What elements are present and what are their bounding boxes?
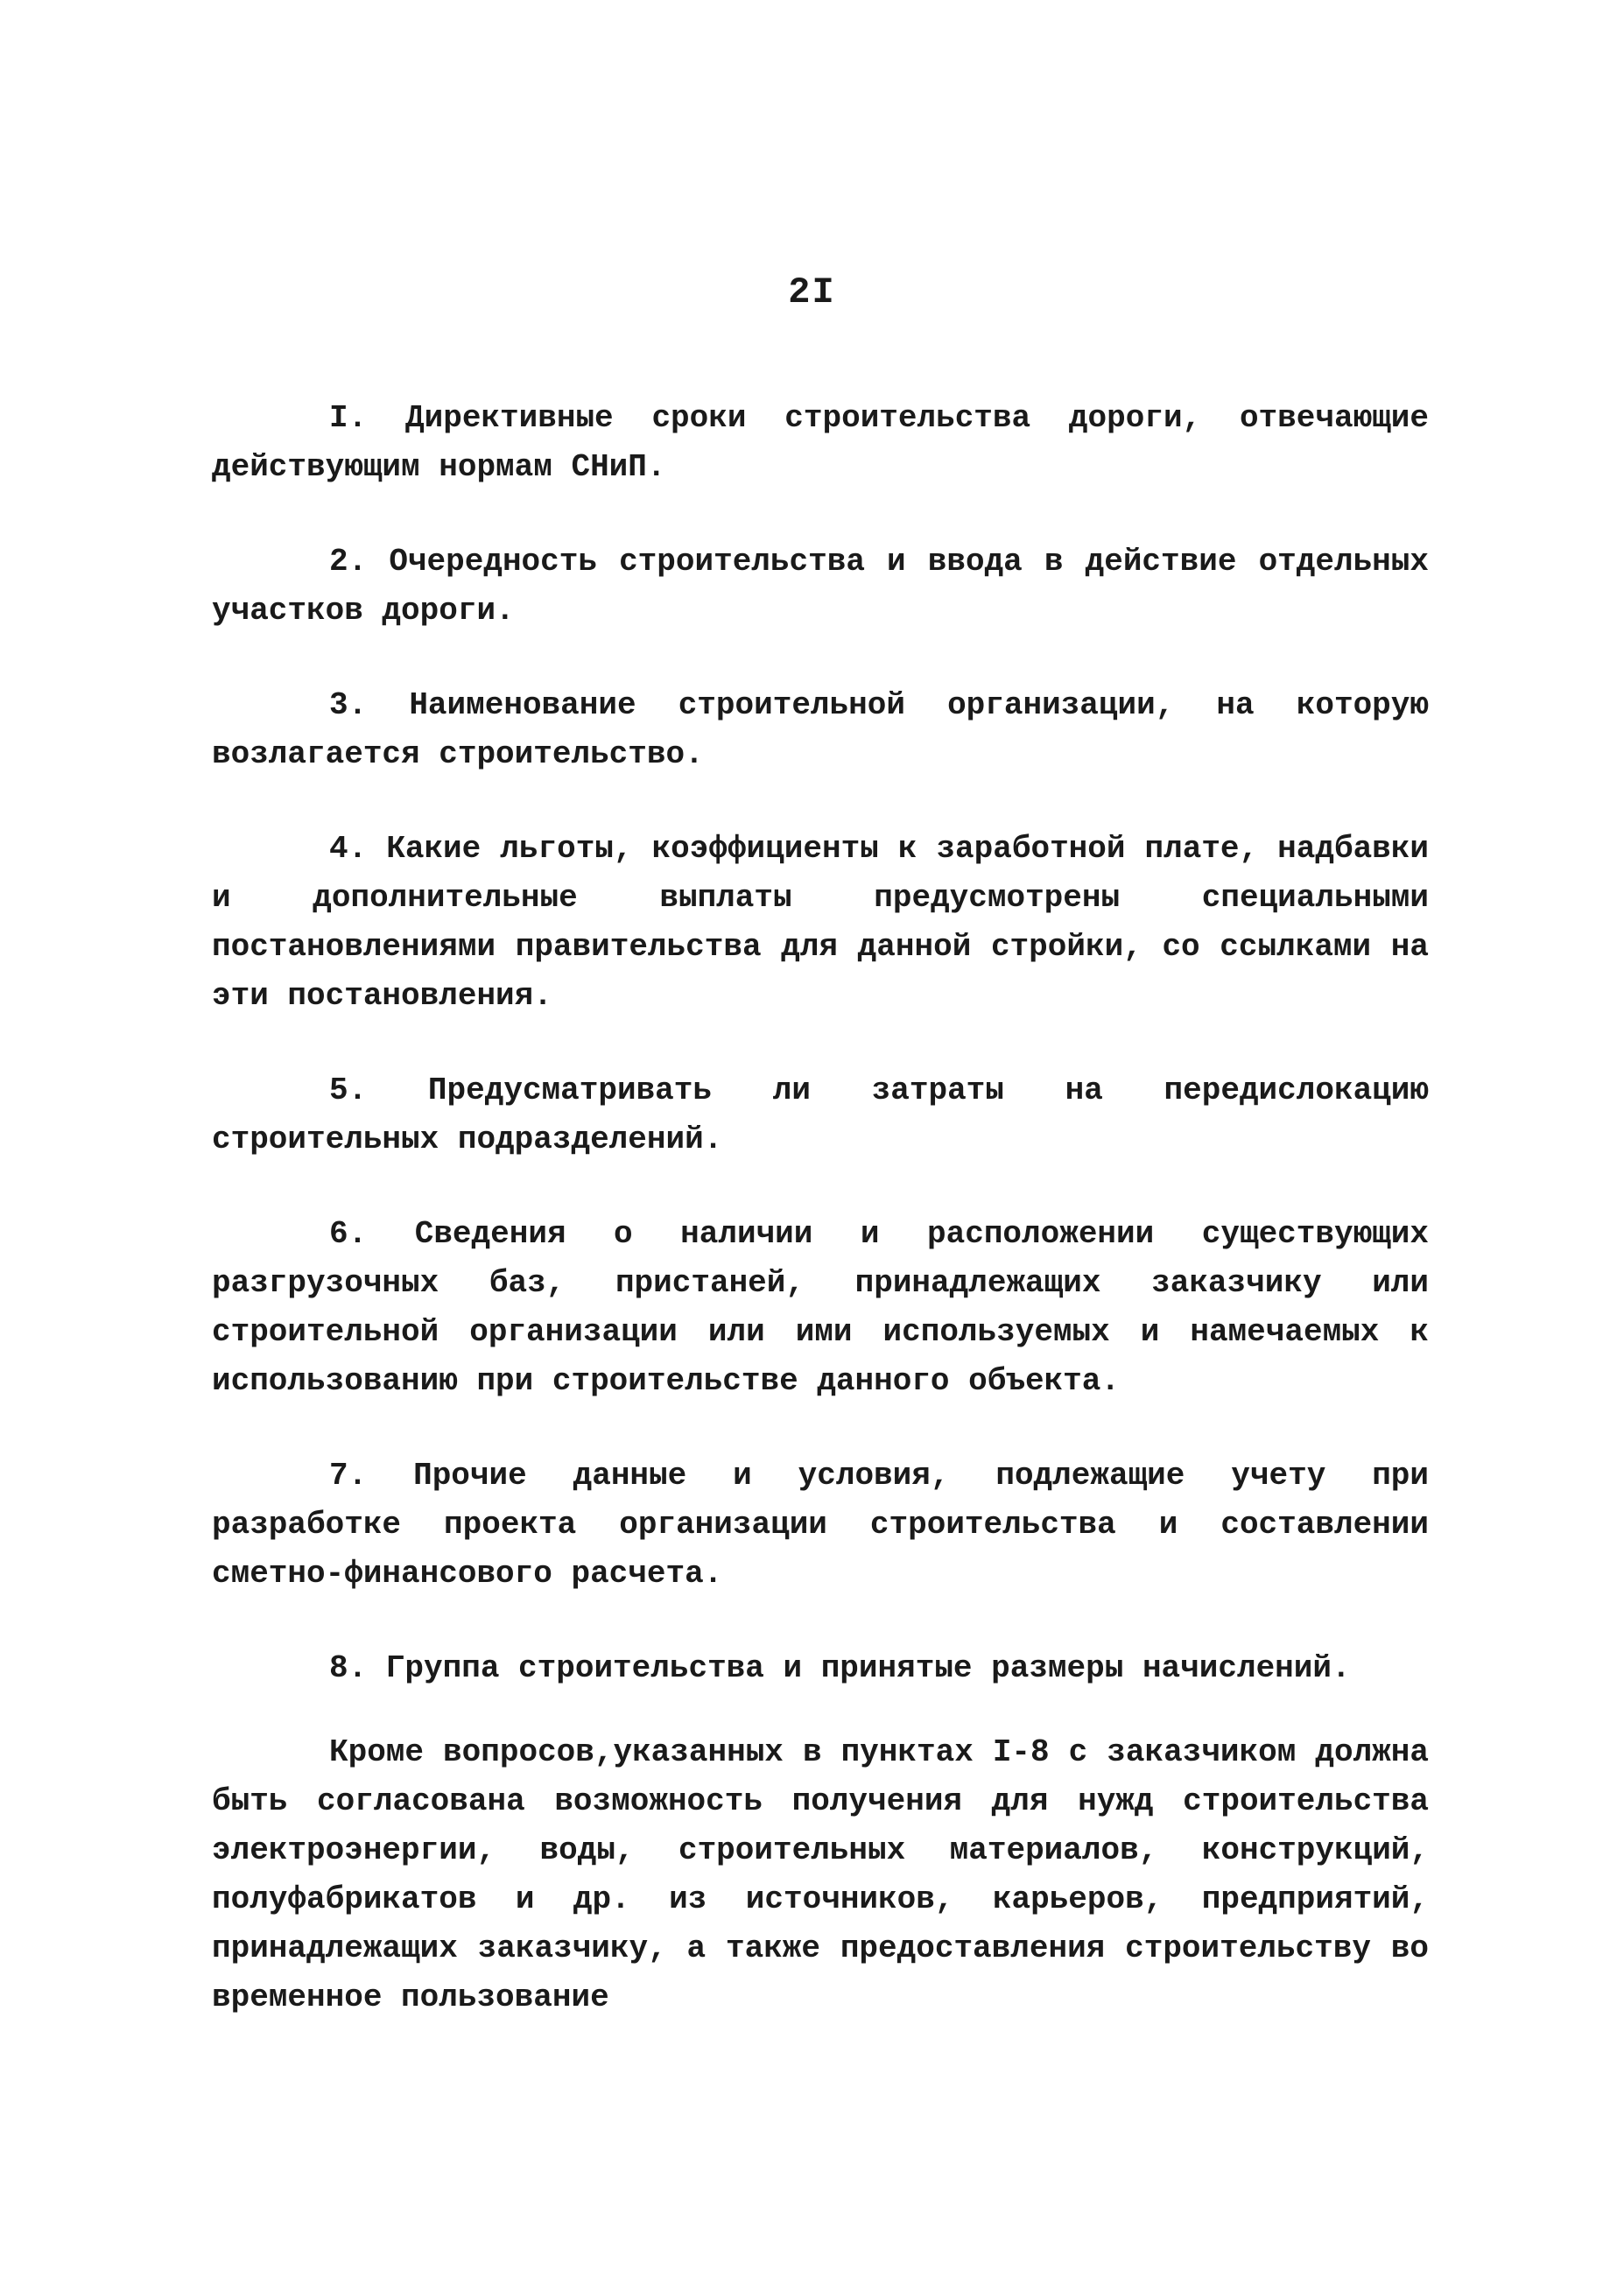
page-number: 2I — [788, 271, 836, 313]
paragraph-item-3: 3. Наименование строительной организации, на которую возлагается строительство. — [212, 687, 1429, 772]
paragraph-item-8: 8. Группа строительства и принятые размеры начислений. — [329, 1650, 1351, 1686]
paragraph-item-1: I. Директивные сроки строительства дороги, отвечающие действующим нормам СНиП. — [212, 400, 1429, 485]
paragraph-item-4: 4. Какие льготы, коэффициенты к заработной плате, надбавки и дополнительные выплаты предусмотрены специальными постановлениями правительства для данной стройки, со ссылками на эти постановления. — [212, 831, 1429, 1014]
paragraph-item-7: 7. Прочие данные и условия, подлежащие учету при разработке проекта организации строительства и составлении сметно-финансового расчета. — [212, 1458, 1429, 1592]
paragraph-continuation: Кроме вопросов,указанных в пунктах I-8 с заказчиком должна быть согласована возможность получения для нужд строительства электроэнергии, воды, строительных материалов, конструкций, полуфабрикатов и др. из источников, карьеров, предприятий, принадлежащих заказчику, а также предоставления строительству во временное пользование — [212, 1734, 1429, 2015]
paragraph-item-6: 6. Сведения о наличии и расположении существующих разгрузочных баз, пристаней, принадлежащих заказчику или строительной организации или ими используемых и намечаемых к использованию при строительстве данного объекта. — [212, 1216, 1429, 1399]
paragraph-item-5: 5. Предусматривать ли затраты на передислокацию строительных подразделений. — [212, 1072, 1429, 1157]
paragraph-item-2: 2. Очередность строительства и ввода в действие отдельных участков дороги. — [212, 544, 1429, 629]
document-body — [212, 394, 1429, 2022]
